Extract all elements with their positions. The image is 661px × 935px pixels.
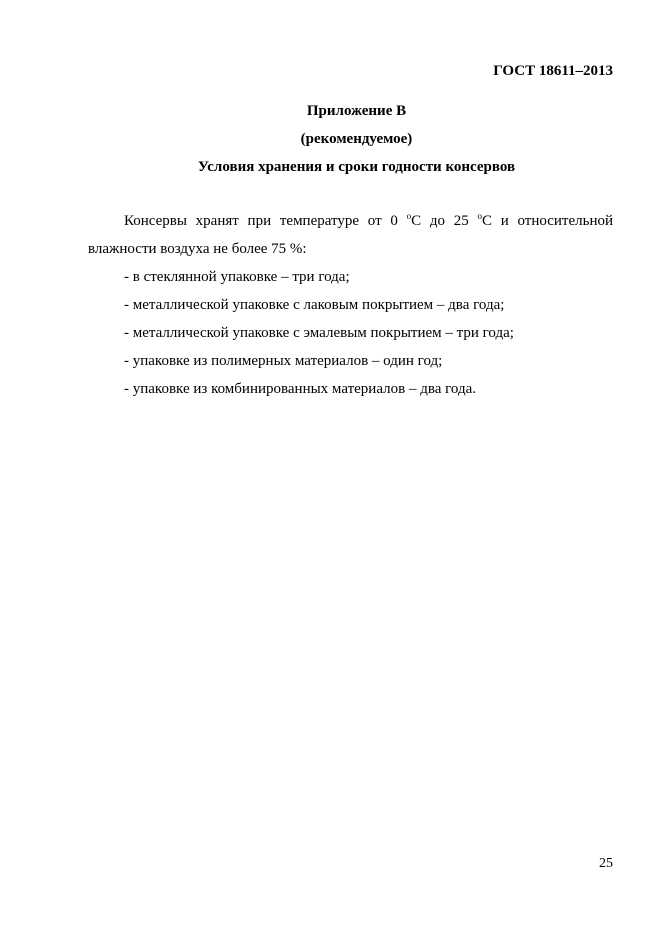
intro-line-2: влажности воздуха не более 75 %: <box>88 241 307 257</box>
appendix-title: Приложение В <box>306 103 407 119</box>
list-item: - металлической упаковке с эмалевым покрытием – три года; <box>124 325 514 341</box>
appendix-heading: Условия хранения и сроки годности консервов <box>197 159 516 175</box>
intro-paragraph <box>88 207 613 263</box>
intro-line-1 <box>88 207 613 235</box>
list-item: - упаковке из комбинированных материалов – два года. <box>124 381 477 397</box>
storage-terms-list <box>124 263 514 403</box>
degree-symbol: o <box>477 211 482 221</box>
list-item: - металлической упаковке с лаковым покрытием – два года; <box>124 297 505 313</box>
intro-text-part-2: С до 25 <box>411 213 478 229</box>
page-number: 25 <box>599 856 613 871</box>
list-item: - упаковке из полимерных материалов – один год; <box>124 353 443 369</box>
document-code: ГОСТ 18611–2013 <box>493 63 613 79</box>
intro-text-part-1: Консервы хранят при температуре от 0 <box>124 213 407 229</box>
list-item: - в стеклянной упаковке – три года; <box>124 269 350 285</box>
intro-text-part-3: С и относительной <box>481 213 614 229</box>
appendix-status: (рекомендуемое) <box>300 131 413 147</box>
degree-symbol: o <box>406 211 412 221</box>
